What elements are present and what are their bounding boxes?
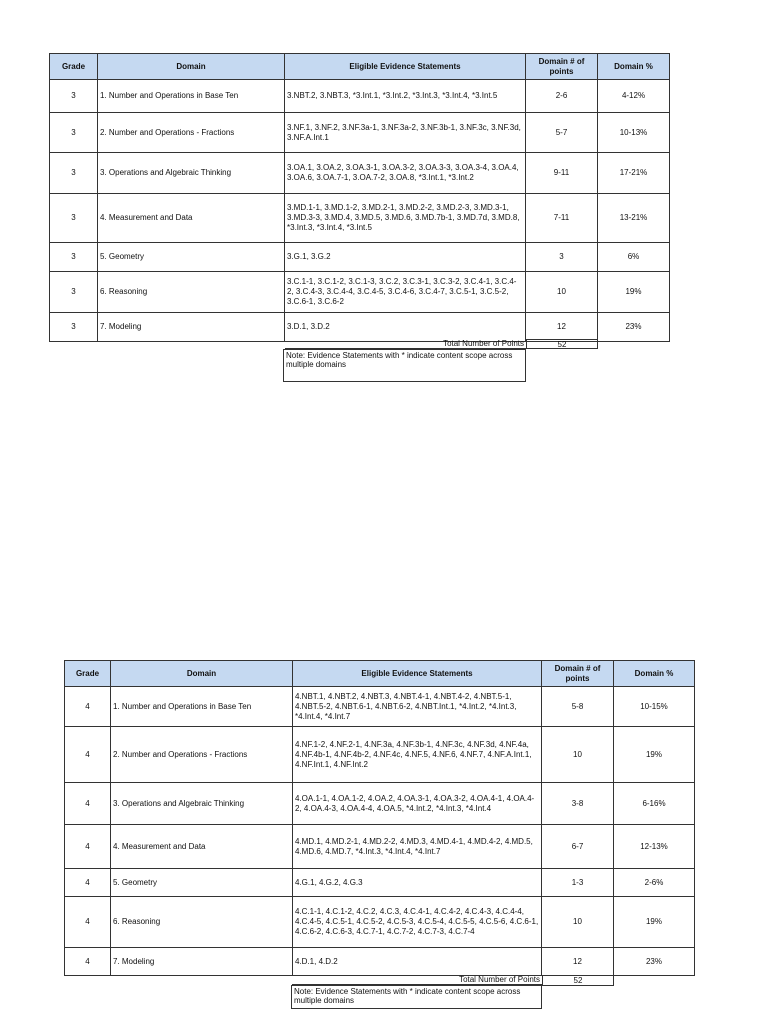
percent-cell: 12-13%: [614, 825, 695, 869]
grade-cell: 4: [65, 948, 111, 976]
points-cell: 1-3: [542, 869, 614, 897]
percent-cell: 4-12%: [598, 80, 670, 113]
grade-cell: 3: [50, 272, 98, 313]
domain-cell: 6. Reasoning: [111, 897, 293, 948]
evidence-cell: 4.NF.1-2, 4.NF.2-1, 4.NF.3a, 4.NF.3b-1, 4.NF.3c, 4.NF.3d, 4.NF.4a, 4.NF.4b-1, 4.NF.4b-2, 4.NF.4c, 4.NF.5, 4.NF.6, 4.NF.7, 4.NF.A.Int.1, 4.NF.Int.1, 4.NF.Int.2: [293, 727, 542, 783]
grade-4-table: [64, 660, 695, 976]
percent-cell: 19%: [614, 897, 695, 948]
grade-3-table: [49, 53, 670, 342]
evidence-cell: 4.MD.1, 4.MD.2-1, 4.MD.2-2, 4.MD.3, 4.MD.4-1, 4.MD.4-2, 4.MD.5, 4.MD.6, 4.MD.7, *4.Int.3, *4.Int.4, *4.Int.7: [293, 825, 542, 869]
percent-header: Domain %: [614, 661, 695, 687]
percent-cell: 19%: [614, 727, 695, 783]
total-points-label: Total Number of Points: [285, 339, 526, 349]
domain-cell: 1. Number and Operations in Base Ten: [98, 80, 285, 113]
grade-3-note: Note: Evidence Statements with * indicate content scope across multiple domains: [283, 349, 526, 382]
evidence-cell: 3.NF.1, 3.NF.2, 3.NF.3a-1, 3.NF.3a-2, 3.NF.3b-1, 3.NF.3c, 3.NF.3d, 3.NF.A.Int.1: [285, 113, 526, 153]
points-cell: 7-11: [526, 194, 598, 243]
points-cell: 5-8: [542, 687, 614, 727]
table-row: [65, 727, 695, 783]
evidence-cell: 4.C.1-1, 4.C.1-2, 4.C.2, 4.C.3, 4.C.4-1, 4.C.4-2, 4.C.4-3, 4.C.4-4, 4.C.4-5, 4.C.5-1, 4.C.5-2, 4.C.5-3, 4.C.5-4, 4.C.5-5, 4.C.5-6, 4.C.6-1, 4.C.6-2, 4.C.6-3, 4.C.7-1, 4.C.7-2, 4.C.7-3, 4.C.7-4: [293, 897, 542, 948]
percent-cell: 23%: [598, 313, 670, 342]
grade-cell: 3: [50, 313, 98, 342]
evidence-header: Eligible Evidence Statements: [293, 661, 542, 687]
table-row: [50, 153, 670, 194]
evidence-cell: 4.D.1, 4.D.2: [293, 948, 542, 976]
percent-cell: 6-16%: [614, 783, 695, 825]
evidence-cell: 4.NBT.1, 4.NBT.2, 4.NBT.3, 4.NBT.4-1, 4.NBT.4-2, 4.NBT.5-1, 4.NBT.5-2, 4.NBT.6-1, 4.NBT.6-2, 4.NBT.Int.1, *4.Int.2, *4.Int.3, *4.Int.4, *4.Int.7: [293, 687, 542, 727]
domain-cell: 7. Modeling: [111, 948, 293, 976]
points-cell: 9-11: [526, 153, 598, 194]
domain-cell: 4. Measurement and Data: [98, 194, 285, 243]
grade-cell: 4: [65, 783, 111, 825]
grade-cell: 4: [65, 825, 111, 869]
points-header: Domain # of points: [526, 54, 598, 80]
table-row: [65, 783, 695, 825]
percent-cell: 6%: [598, 243, 670, 272]
domain-cell: 2. Number and Operations - Fractions: [98, 113, 285, 153]
points-cell: 10: [526, 272, 598, 313]
domain-cell: 1. Number and Operations in Base Ten: [111, 687, 293, 727]
domain-cell: 4. Measurement and Data: [111, 825, 293, 869]
points-cell: 3: [526, 243, 598, 272]
grade-header: Grade: [65, 661, 111, 687]
evidence-cell: 3.G.1, 3.G.2: [285, 243, 526, 272]
evidence-cell: 3.NBT.2, 3.NBT.3, *3.Int.1, *3.Int.2, *3.Int.3, *3.Int.4, *3.Int.5: [285, 80, 526, 113]
total-points-value: 52: [526, 339, 598, 349]
domain-cell: 2. Number and Operations - Fractions: [111, 727, 293, 783]
table-row: [50, 313, 670, 342]
percent-cell: 23%: [614, 948, 695, 976]
table-row: [50, 272, 670, 313]
table-row: [50, 194, 670, 243]
evidence-cell: 4.OA.1-1, 4.OA.1-2, 4.OA.2, 4.OA.3-1, 4.OA.3-2, 4.OA.4-1, 4.OA.4-2, 4.OA.4-3, 4.OA.4-4, 4.OA.5, *4.Int.2, *4.Int.3, *4.Int.4: [293, 783, 542, 825]
points-cell: 6-7: [542, 825, 614, 869]
grade-cell: 3: [50, 113, 98, 153]
grade-4-note: Note: Evidence Statements with * indicate content scope across multiple domains: [291, 985, 542, 1009]
grade-cell: 3: [50, 153, 98, 194]
evidence-header: Eligible Evidence Statements: [285, 54, 526, 80]
points-cell: 2-6: [526, 80, 598, 113]
domain-header: Domain: [111, 661, 293, 687]
grade-cell: 4: [65, 687, 111, 727]
domain-cell: 5. Geometry: [98, 243, 285, 272]
table-row: [65, 897, 695, 948]
percent-cell: 10-15%: [614, 687, 695, 727]
total-points-value: 52: [542, 975, 614, 986]
grade-cell: 3: [50, 80, 98, 113]
table-row: [65, 687, 695, 727]
points-cell: 5-7: [526, 113, 598, 153]
percent-cell: 13-21%: [598, 194, 670, 243]
evidence-cell: 3.OA.1, 3.OA.2, 3.OA.3-1, 3.OA.3-2, 3.OA.3-3, 3.OA.3-4, 3.OA.4, 3.OA.6, 3.OA.7-1, 3.OA.7-2, 3.OA.8, *3.Int.1, *3.Int.2: [285, 153, 526, 194]
table-row: [50, 80, 670, 113]
table-row: [50, 113, 670, 153]
points-cell: 10: [542, 727, 614, 783]
percent-cell: 10-13%: [598, 113, 670, 153]
points-cell: 10: [542, 897, 614, 948]
domain-cell: 5. Geometry: [111, 869, 293, 897]
domain-cell: 6. Reasoning: [98, 272, 285, 313]
table-row: [65, 869, 695, 897]
evidence-cell: 3.C.1-1, 3.C.1-2, 3.C.1-3, 3.C.2, 3.C.3-1, 3.C.3-2, 3.C.4-1, 3.C.4-2, 3.C.4-3, 3.C.4-4, 3.C.4-5, 3.C.4-6, 3.C.4-7, 3.C.5-1, 3.C.5-2, 3.C.6-1, 3.C.6-2: [285, 272, 526, 313]
grade-header: Grade: [50, 54, 98, 80]
percent-cell: 19%: [598, 272, 670, 313]
percent-cell: 17-21%: [598, 153, 670, 194]
total-points-label: Total Number of Points: [292, 975, 542, 985]
grade-cell: 4: [65, 869, 111, 897]
points-header: Domain # of points: [542, 661, 614, 687]
points-cell: 12: [542, 948, 614, 976]
table-row: [50, 243, 670, 272]
grade-cell: 4: [65, 897, 111, 948]
evidence-cell: 4.G.1, 4.G.2, 4.G.3: [293, 869, 542, 897]
percent-cell: 2-6%: [614, 869, 695, 897]
domain-cell: 3. Operations and Algebraic Thinking: [111, 783, 293, 825]
table-header-row: [65, 661, 695, 687]
evidence-cell: 3.MD.1-1, 3.MD.1-2, 3.MD.2-1, 3.MD.2-2, 3.MD.2-3, 3.MD.3-1, 3.MD.3-3, 3.MD.4, 3.MD.5, 3.MD.6, 3.MD.7b-1, 3.MD.7d, 3.MD.8, *3.Int.3, *3.Int.4, *3.Int.5: [285, 194, 526, 243]
points-cell: 12: [526, 313, 598, 342]
table-row: [65, 948, 695, 976]
grade-cell: 4: [65, 727, 111, 783]
domain-header: Domain: [98, 54, 285, 80]
table-row: [65, 825, 695, 869]
evidence-cell: 3.D.1, 3.D.2: [285, 313, 526, 342]
table-header-row: [50, 54, 670, 80]
grade-cell: 3: [50, 243, 98, 272]
grade-cell: 3: [50, 194, 98, 243]
domain-cell: 7. Modeling: [98, 313, 285, 342]
points-cell: 3-8: [542, 783, 614, 825]
domain-cell: 3. Operations and Algebraic Thinking: [98, 153, 285, 194]
percent-header: Domain %: [598, 54, 670, 80]
